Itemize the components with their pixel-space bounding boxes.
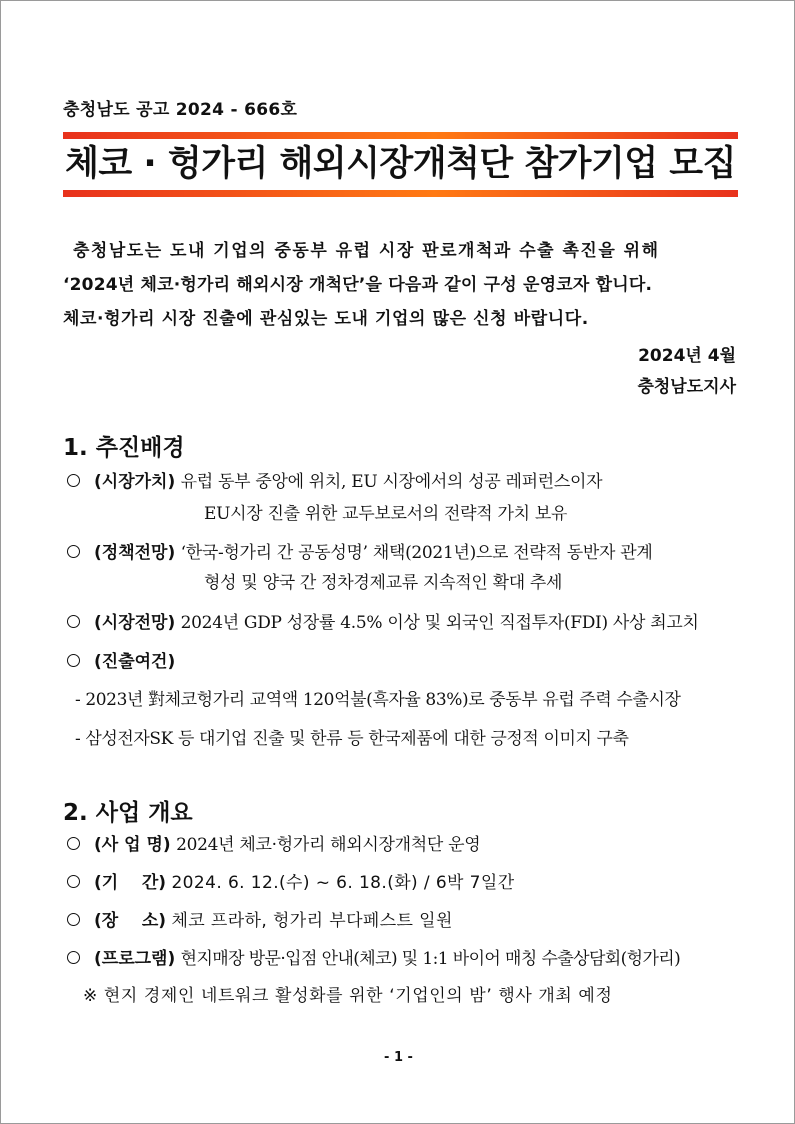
circle-bullet-icon: [67, 913, 80, 926]
circle-bullet-icon: [67, 654, 80, 667]
circle-bullet-icon: [67, 545, 80, 558]
issuer: 충청남도지사: [637, 377, 736, 397]
item-text: 체코 프라하, 헝가리 부다페스트 일원: [171, 911, 453, 931]
item-text: 2024. 6. 12.(수) ~ 6. 18.(화) / 6박 7일간: [171, 873, 515, 893]
list-item: [67, 470, 742, 494]
section-2-heading: 2. 사업 개요: [63, 800, 193, 826]
list-item: [67, 909, 742, 933]
list-item: [67, 833, 742, 857]
list-item: [67, 871, 742, 895]
event-note: ※ 현지 경제인 네트워크 활성화를 위한 ‘기업인의 밤’ 행사 개최 예정: [83, 986, 613, 1006]
intro-line-3: 체코·헝가리 시장 진출에 관심있는 도내 기업의 많은 신청 바랍니다.: [63, 309, 589, 329]
item-label: (시장가치): [94, 472, 176, 492]
circle-bullet-icon: [67, 875, 80, 888]
dash-item: - 2023년 對체코헝가리 교역액 120억불(흑자율 83%)로 중동부 유럽 주력 수출시장: [75, 690, 681, 710]
page-title: 체코 · 헝가리 해외시장개척단 참가기업 모집: [65, 144, 736, 184]
title-top-bar: [63, 132, 738, 139]
item-label: (사 업 명): [94, 835, 171, 855]
item-text: 유럽 동부 중앙에 위치, EU 시장에서의 성공 레퍼런스이자: [180, 472, 603, 492]
title-bottom-bar: [63, 190, 738, 197]
item-label: (정책전망): [94, 543, 176, 563]
item-label: (시장전망): [94, 613, 176, 633]
item-label: (진출여건): [94, 652, 176, 672]
list-item: [67, 611, 742, 635]
circle-bullet-icon: [67, 474, 80, 487]
notice-date: 2024년 4월: [638, 346, 736, 366]
circle-bullet-icon: [67, 951, 80, 964]
item-text: 2024년 GDP 성장률 4.5% 이상 및 외국인 직접투자(FDI) 사상 최고치: [180, 613, 699, 633]
circle-bullet-icon: [67, 615, 80, 628]
item-text: 현지매장 방문·입점 안내(체코) 및 1:1 바이어 매칭 수출상담회(헝가리): [180, 949, 681, 969]
intro-line-2: ‘2024년 체코·헝가리 해외시장 개척단’을 다음과 같이 구성 운영코자 합니다.: [63, 275, 653, 295]
item-continuation: 형성 및 양국 간 정차경제교류 지속적인 확대 추세: [204, 573, 563, 593]
intro-paragraph: [63, 234, 738, 336]
item-text: 2024년 체코·헝가리 해외시장개척단 운영: [176, 835, 481, 855]
list-item: [67, 541, 742, 565]
item-continuation: EU시장 진출 위한 교두보로서의 전략적 가치 보유: [204, 504, 568, 524]
item-label: (기 간): [94, 873, 167, 893]
page-number: - 1 -: [384, 1050, 413, 1065]
list-item: [67, 947, 742, 971]
section-1-heading: 1. 추진배경: [63, 435, 185, 461]
dash-item: - 삼성전자SK 등 대기업 진출 및 한류 등 한국제품에 대한 긍정적 이미지 구축: [75, 729, 629, 749]
notice-number: 충청남도 공고 2024 - 666호: [63, 100, 298, 120]
list-item: [67, 650, 742, 674]
intro-line-1: 충청남도는 도내 기업의 중동부 유럽 시장 판로개척과 수출 촉진을 위해: [73, 241, 660, 261]
circle-bullet-icon: [67, 837, 80, 850]
item-label: (프로그램): [94, 949, 176, 969]
item-label: (장 소): [94, 911, 167, 931]
item-text: ‘한국-헝가리 간 공동성명’ 채택(2021년)으로 전략적 동반자 관계: [180, 543, 653, 563]
